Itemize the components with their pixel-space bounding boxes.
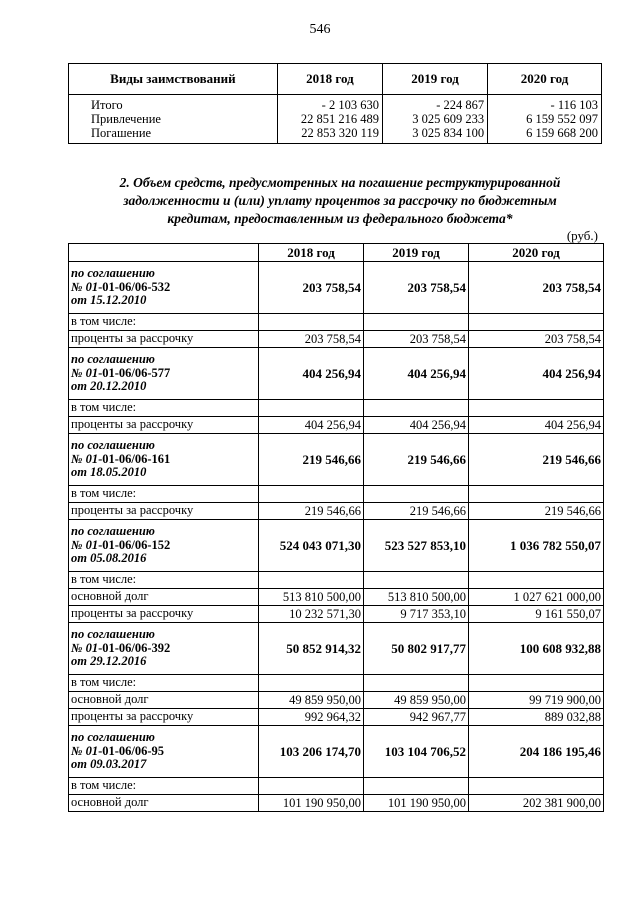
agreement-total-2019: 219 546,66 <box>364 434 469 486</box>
row-name-repayment: Погашение <box>69 126 278 144</box>
agreement-label <box>69 262 259 314</box>
item-value-2020: 219 546,66 <box>469 503 604 520</box>
agreement-total-2020: 204 186 195,46 <box>469 726 604 778</box>
empty-cell <box>469 675 604 692</box>
cell-2020: 6 159 552 097 <box>488 112 602 126</box>
empty-cell <box>364 486 469 503</box>
item-label: проценты за рассрочку <box>69 709 259 726</box>
item-value-2019: 101 190 950,00 <box>364 795 469 812</box>
agreement-label <box>69 434 259 486</box>
item-value-2018: 219 546,66 <box>259 503 364 520</box>
in-total-label: в том числе: <box>69 778 259 795</box>
agreement-caption: по соглашению <box>71 438 155 453</box>
item-label: проценты за рассрочку <box>69 331 259 348</box>
in-total-label: в том числе: <box>69 314 259 331</box>
agreement-total-2018: 103 206 174,70 <box>259 726 364 778</box>
item-value-2020: 99 719 900,00 <box>469 692 604 709</box>
agreement-label <box>69 726 259 778</box>
agreement-caption: по соглашению <box>71 627 155 642</box>
agreement-number-prefix: № 01 <box>71 279 99 294</box>
in-total-label: в том числе: <box>69 400 259 417</box>
header-2020: 2020 год <box>488 64 602 95</box>
item-value-2020: 1 027 621 000,00 <box>469 589 604 606</box>
header-2018: 2018 год <box>259 244 364 262</box>
item-value-2019: 404 256,94 <box>364 417 469 434</box>
empty-cell <box>259 572 364 589</box>
cell-2018: - 2 103 630 <box>277 95 382 113</box>
agreement-number <box>71 642 256 656</box>
item-value-2018: 404 256,94 <box>259 417 364 434</box>
section-heading-line: кредитам, предоставленным из федерального бюджета* <box>167 211 513 226</box>
empty-cell <box>469 486 604 503</box>
agreement-number <box>71 539 256 553</box>
item-label: основной долг <box>69 589 259 606</box>
in-total-row <box>69 314 604 331</box>
agreement-number-code: -01-06/06-95 <box>98 743 165 758</box>
agreement-total-2020: 1 036 782 550,07 <box>469 520 604 572</box>
cell-2019: 3 025 609 233 <box>382 112 487 126</box>
item-value-2019: 49 859 950,00 <box>364 692 469 709</box>
agreement-number-prefix: № 01 <box>71 640 99 655</box>
agreement-total-2019: 203 758,54 <box>364 262 469 314</box>
item-value-2019: 219 546,66 <box>364 503 469 520</box>
header-2019: 2019 год <box>382 64 487 95</box>
cell-2020: - 116 103 <box>488 95 602 113</box>
item-value-2019: 942 967,77 <box>364 709 469 726</box>
empty-cell <box>364 572 469 589</box>
agreement-number-prefix: № 01 <box>71 451 99 466</box>
agreement-caption: по соглашению <box>71 524 155 539</box>
item-value-2018: 513 810 500,00 <box>259 589 364 606</box>
agreements-table <box>68 243 604 812</box>
agreement-total-2019: 404 256,94 <box>364 348 469 400</box>
agreement-total-2020: 203 758,54 <box>469 262 604 314</box>
item-value-2018: 49 859 950,00 <box>259 692 364 709</box>
agreement-number <box>71 281 256 295</box>
item-value-2019: 9 717 353,10 <box>364 606 469 623</box>
agreement-total-2018: 404 256,94 <box>259 348 364 400</box>
in-total-label: в том числе: <box>69 572 259 589</box>
agreement-total-2018: 203 758,54 <box>259 262 364 314</box>
item-row <box>69 795 604 812</box>
agreement-caption: по соглашению <box>71 266 155 281</box>
item-label: проценты за рассрочку <box>69 606 259 623</box>
agreement-number-code: -01-06/06-577 <box>98 365 171 380</box>
agreement-row <box>69 348 604 400</box>
item-value-2020: 404 256,94 <box>469 417 604 434</box>
item-value-2018: 203 758,54 <box>259 331 364 348</box>
agreement-row <box>69 623 604 675</box>
empty-cell <box>469 778 604 795</box>
agreement-row <box>69 520 604 572</box>
agreement-total-2018: 219 546,66 <box>259 434 364 486</box>
item-value-2020: 202 381 900,00 <box>469 795 604 812</box>
agreement-row <box>69 262 604 314</box>
agreement-total-2018: 50 852 914,32 <box>259 623 364 675</box>
agreement-label <box>69 623 259 675</box>
in-total-row <box>69 778 604 795</box>
item-value-2019: 513 810 500,00 <box>364 589 469 606</box>
agreement-row <box>69 434 604 486</box>
agreement-label <box>69 520 259 572</box>
cell-2018: 22 853 320 119 <box>277 126 382 144</box>
empty-cell <box>259 486 364 503</box>
item-row <box>69 709 604 726</box>
empty-cell <box>259 778 364 795</box>
agreement-number-code: -01-06/06-161 <box>98 451 171 466</box>
item-row <box>69 503 604 520</box>
agreements-table-header <box>69 244 604 262</box>
empty-cell <box>469 314 604 331</box>
agreement-date: от 05.08.2016 <box>71 551 147 566</box>
cell-2019: - 224 867 <box>382 95 487 113</box>
item-row <box>69 692 604 709</box>
borrowing-table <box>68 63 602 144</box>
in-total-row <box>69 675 604 692</box>
agreement-total-2019: 50 802 917,77 <box>364 623 469 675</box>
in-total-row <box>69 400 604 417</box>
agreement-date: от 29.12.2016 <box>71 654 147 669</box>
agreement-label <box>69 348 259 400</box>
borrowing-table-header <box>69 64 602 95</box>
row-name-attraction: Привлечение <box>69 112 278 126</box>
in-total-row <box>69 572 604 589</box>
section-heading-line: 2. Объем средств, предусмотренных на погашение реструктурированной <box>119 175 561 190</box>
empty-cell <box>364 314 469 331</box>
agreement-date: от 20.12.2010 <box>71 379 147 394</box>
agreement-total-2019: 523 527 853,10 <box>364 520 469 572</box>
item-row <box>69 417 604 434</box>
cell-2020: 6 159 668 200 <box>488 126 602 144</box>
item-label: проценты за рассрочку <box>69 417 259 434</box>
item-value-2019: 203 758,54 <box>364 331 469 348</box>
header-2019: 2019 год <box>364 244 469 262</box>
empty-cell <box>364 675 469 692</box>
agreement-number-prefix: № 01 <box>71 537 99 552</box>
agreement-total-2020: 100 608 932,88 <box>469 623 604 675</box>
item-label: основной долг <box>69 795 259 812</box>
header-borrowing-types: Виды заимствований <box>69 64 278 95</box>
agreement-date: от 15.12.2010 <box>71 293 147 308</box>
table-row <box>69 126 602 144</box>
item-value-2020: 9 161 550,07 <box>469 606 604 623</box>
agreement-number <box>71 745 256 759</box>
agreement-number-prefix: № 01 <box>71 365 99 380</box>
empty-cell <box>469 572 604 589</box>
row-name-total: Итого <box>69 95 278 113</box>
item-value-2018: 101 190 950,00 <box>259 795 364 812</box>
empty-cell <box>469 400 604 417</box>
section-heading-line: задолженности и (или) уплату процентов за рассрочку по бюджетным <box>123 193 557 208</box>
agreement-total-2018: 524 043 071,30 <box>259 520 364 572</box>
cell-2019: 3 025 834 100 <box>382 126 487 144</box>
item-row <box>69 589 604 606</box>
empty-cell <box>364 778 469 795</box>
unit-label: (руб.) <box>566 228 598 243</box>
item-value-2018: 10 232 571,30 <box>259 606 364 623</box>
item-row <box>69 606 604 623</box>
section-heading <box>70 174 610 228</box>
agreement-number-code: -01-06/06-392 <box>98 640 171 655</box>
empty-cell <box>364 400 469 417</box>
item-row <box>69 331 604 348</box>
agreement-date: от 18.05.2010 <box>71 465 147 480</box>
table-row <box>69 112 602 126</box>
agreement-caption: по соглашению <box>71 352 155 367</box>
item-label: проценты за рассрочку <box>69 503 259 520</box>
agreement-number-code: -01-06/06-152 <box>98 537 171 552</box>
header-empty <box>69 244 259 262</box>
in-total-row <box>69 486 604 503</box>
agreement-date: от 09.03.2017 <box>71 757 147 772</box>
agreement-row <box>69 726 604 778</box>
agreement-number <box>71 453 256 467</box>
empty-cell <box>259 314 364 331</box>
agreement-number <box>71 367 256 381</box>
header-2020: 2020 год <box>469 244 604 262</box>
item-value-2018: 992 964,32 <box>259 709 364 726</box>
header-2018: 2018 год <box>277 64 382 95</box>
empty-cell <box>259 675 364 692</box>
page-number: 546 <box>309 22 331 37</box>
table-row <box>69 95 602 113</box>
agreement-total-2020: 219 546,66 <box>469 434 604 486</box>
item-label: основной долг <box>69 692 259 709</box>
agreement-caption: по соглашению <box>71 730 155 745</box>
agreement-total-2020: 404 256,94 <box>469 348 604 400</box>
empty-cell <box>259 400 364 417</box>
agreement-number-code: -01-06/06-532 <box>98 279 171 294</box>
in-total-label: в том числе: <box>69 486 259 503</box>
agreement-total-2019: 103 104 706,52 <box>364 726 469 778</box>
item-value-2020: 889 032,88 <box>469 709 604 726</box>
cell-2018: 22 851 216 489 <box>277 112 382 126</box>
item-value-2020: 203 758,54 <box>469 331 604 348</box>
agreement-number-prefix: № 01 <box>71 743 99 758</box>
in-total-label: в том числе: <box>69 675 259 692</box>
